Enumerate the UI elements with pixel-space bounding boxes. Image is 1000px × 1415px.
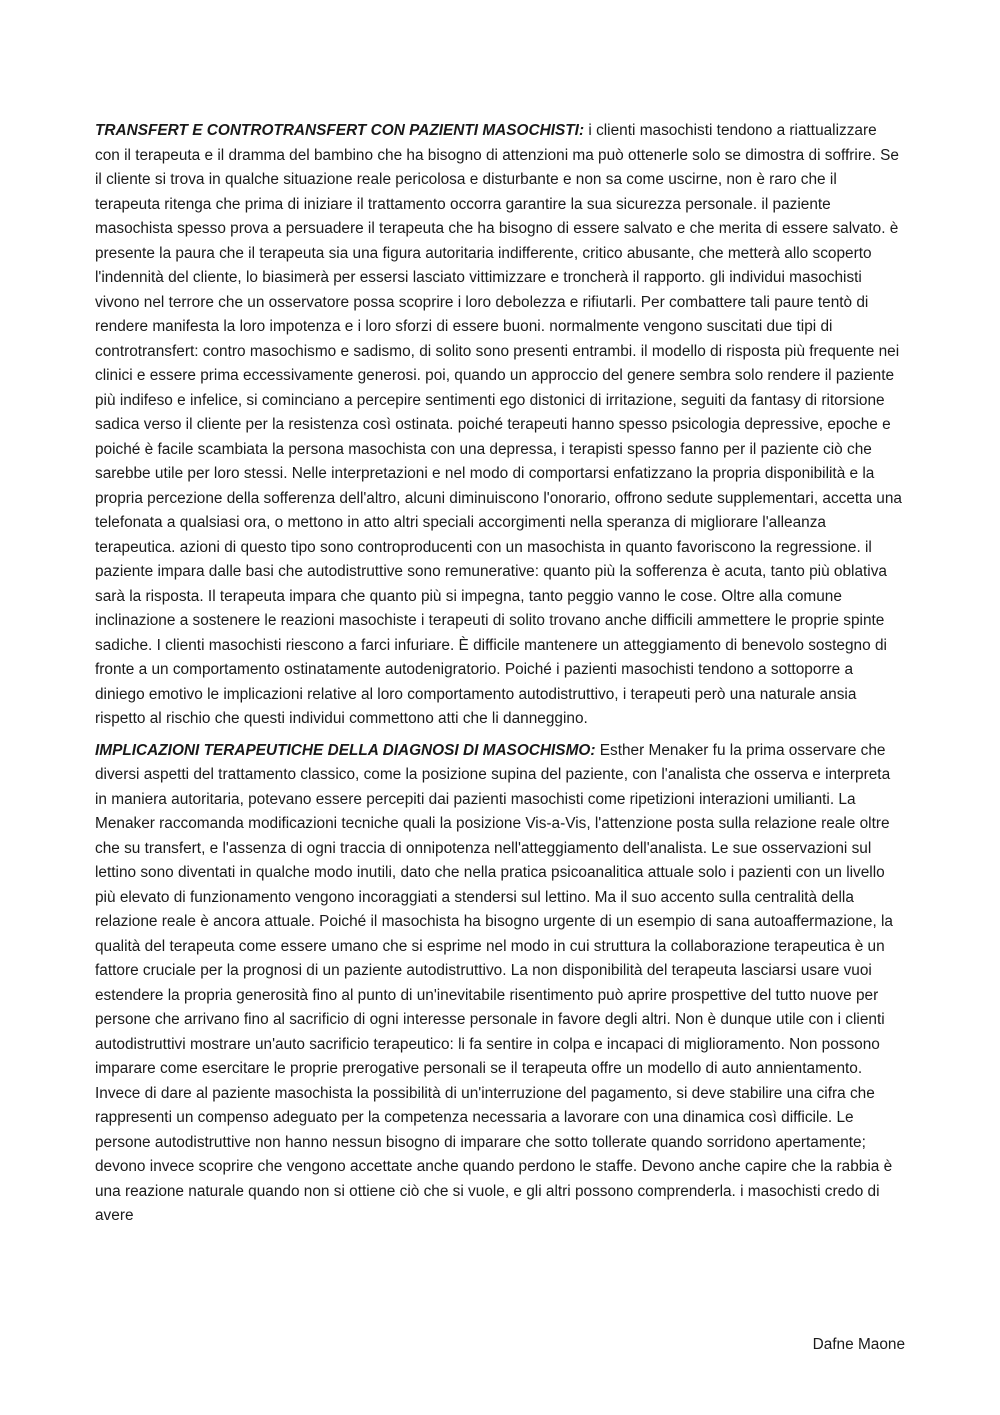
footer-author: Dafne Maone	[812, 1336, 905, 1353]
section-body-transfert: i clienti masochisti tendono a riattualizzare con il terapeuta e il dramma del bambino che ha bisogno di attenzioni ma può ottenerle solo se dimostra di soffrire. Se il cliente si trova in qualche situazione reale pericolosa e disturbante e non sa come uscirne, non è raro che il terapeuta ritenga che prima di iniziare il trattamento occorra garantire la sua sicurezza personale. il paziente masochista spesso prova a persuadere il terapeuta che ha bisogno di essere salvato e che merita di essere salvato. è presente la paura che il terapeuta sia una figura autoritaria indifferente, critico abusante, che metterà allo scoperto l'indennità del cliente, lo biasimerà per essersi lasciato vittimizzare e troncherà il rapporto. gli individui masochisti vivono nel terrore che un osservatore possa scoprire i loro debolezza e rifiutarli. Per combattere tali paure tentò di rendere manifesta la loro impotenza e i loro sforzi di essere buoni. normalmente vengono suscitati due tipi di controtransfert: contro masochismo e sadismo, di solito sono presenti entrambi. il modello di risposta più frequente nei clinici e essere prima eccessivamente generosi. poi, quando un approccio del genere sembra solo rendere il paziente più indifeso e infelice, si cominciano a percepire sentimenti ego distonici di irritazione, seguiti da fantasy di ritorsione sadica verso il cliente per la resistenza così ostinata. poiché terapeuti hanno spesso psicologia depressive, epoche e poiché è facile scambiata la persona masochista con una depressa, i terapisti spesso fanno per il paziente ciò che sarebbe utile per loro stessi. Nelle interpretazioni e nel modo di comportarsi enfatizzano la propria disponibilità e la propria percezione della sofferenza dell'altro, alcuni diminuiscono l'onorario, offrono sedute supplementari, accetta una telefonata a qualsiasi ora, o mettono in atto altri speciali accorgimenti nella speranza di migliorare l'alleanza terapeutica. azioni di questo tipo sono controproducenti con un masochista in quanto favoriscono la regressione. il paziente impara dalle basi che autodistruttive sono remunerative: quanto più la sofferenza è acuta, tanto più oblativa sarà la risposta. Il terapeuta impara che quanto più si impegna, tanto peggio vanno le cose. Oltre alla comune inclinazione a sostenere le reazioni masochiste i terapeuti di solito trovano anche difficili ammettere le proprie spinte sadiche. I clienti masochisti riescono a farci infuriare. È difficile mantenere un atteggiamento di benevolo sostegno di fronte a un comportamento ostinatamente autodenigratorio. Poiché i pazienti masochisti tendono a sottoporre a diniego emotivo le implicazioni relative al loro comportamento autodistruttivo, i terapeuti però una naturale ansia rispetto al rischio che questi individui commettono atti che li danneggino.	[95, 122, 902, 727]
section-body-implicazioni: Esther Menaker fu la prima osservare che diversi aspetti del trattamento classico, come la posizione supina del paziente, con l'analista che osserva e interpreta in maniera autoritaria, potevano essere percepiti dai pazienti masochisti come ripetizioni interazioni umilianti. La Menaker raccomanda modificazioni tecniche quali la posizione Vis-a-Vis, l'attenzione posta sulla relazione reale oltre che su transfert, e l'assenza di ogni traccia di onnipotenza nell'atteggiamento dell'analista. Le sue osservazioni sul lettino sono diventati in qualche modo inutili, dato che nella pratica psicoanalitica attuale solo i pazienti con un livello più elevato di funzionamento vengono incoraggiati a stendersi sul lettino. Ma il suo accento sulla centralità della relazione reale è ancora attuale. Poiché il masochista ha bisogno urgente di un esempio di sana autoaffermazione, la qualità del terapeuta come essere umano che si esprime nel modo in cui struttura la collaborazione terapeutica è un fattore cruciale per la prognosi di un paziente autodistruttivo. La non disponibilità del terapeuta lasciarsi usare vuoi estendere la propria generosità fino al punto di un'inevitabile risentimento può aprire prospettive del tutto nuove per persone che arrivano fino al sacrificio di ogni interesse personale in favore degli altri. Non è dunque utile con i clienti autodistruttivi mostrare un'auto sacrificio terapeutico: li fa sentire in colpa e incapaci di miglioramento. Non possono imparare come esercitare le proprie prerogative personali se il terapeuta offre un modello di auto annientamento. Invece di dare al paziente masochista la possibilità di un'interruzione del pagamento, si deve stabilire una cifra che rappresenti un compenso adeguato per la competenza necessaria a lavorare con una dinamica così difficile. Le persone autodistruttive non hanno nessun bisogno di imparare che sotto tollerate quando sorridono apertamente; devono invece scoprire che vengono accettate anche quando perdono le staffe. Devono anche capire che la rabbia è una reazione naturale quando non si ottiene ciò che si vuole, e gli altri possono comprenderla. i masochisti credo di avere	[95, 741, 893, 1224]
paragraph-transfert	[95, 119, 905, 732]
document-body	[95, 119, 905, 1229]
section-heading-implicazioni: IMPLICAZIONI TERAPEUTICHE DELLA DIAGNOSI DI MASOCHISMO:	[95, 741, 596, 759]
paragraph-implicazioni	[95, 739, 905, 1229]
section-heading-transfert: TRANSFERT E CONTROTRANSFERT CON PAZIENTI MASOCHISTI:	[95, 122, 585, 139]
